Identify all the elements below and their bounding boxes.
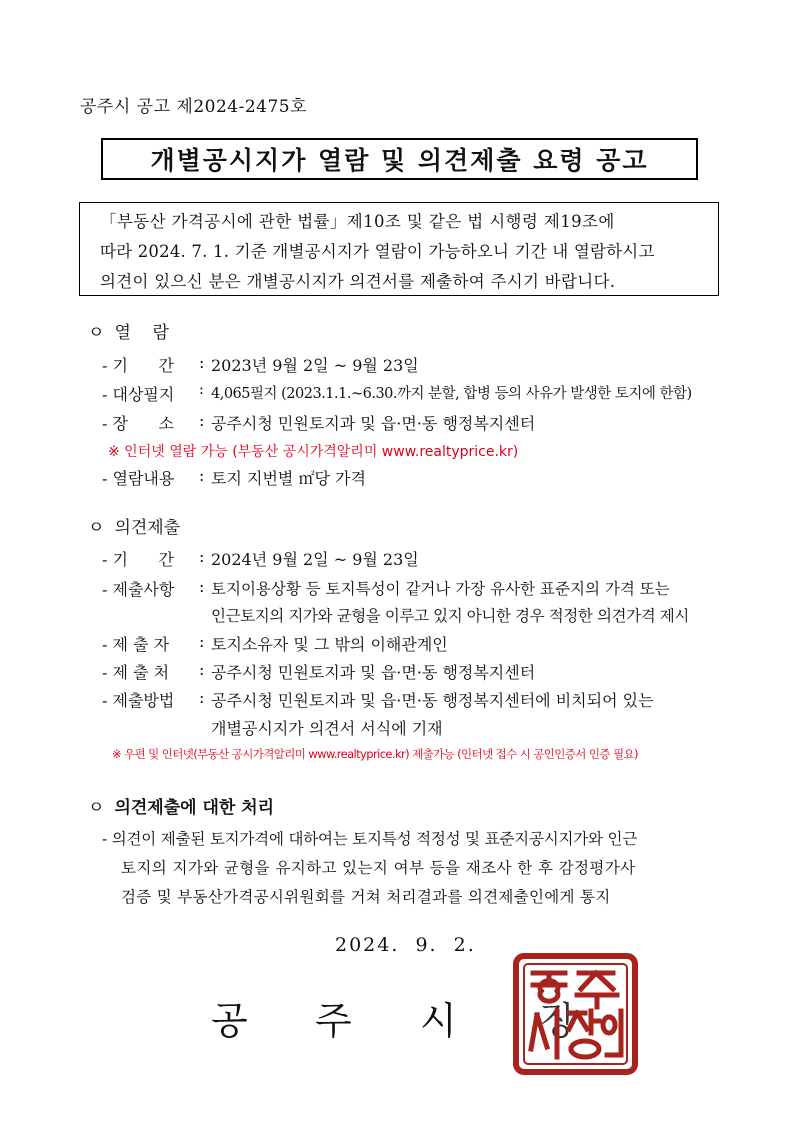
row-colon: : (199, 660, 205, 679)
row-colon: : (199, 547, 205, 566)
row-value: 공주시청 민원토지과 및 읍·면·동 행정복지센터 (211, 414, 536, 433)
row-colon: : (199, 688, 205, 707)
row-value: 공주시청 민원토지과 및 읍·면·동 행정복지센터에 비치되어 있는 (211, 691, 654, 710)
intro-line: 의견이 있으신 분은 개별공시지가 의견서를 제출하여 주시기 바랍니다. (100, 272, 616, 291)
submitter-row (102, 632, 448, 655)
section-title: 의견제출에 대한 처리 (114, 798, 275, 818)
bullet-icon: ㅇ (88, 518, 105, 538)
submission-matters-continued: 인근토지의 지가와 균형을 이루고 있지 아니한 경우 적정한 의견가격 제시 (211, 607, 689, 625)
submission-matters-row (102, 577, 670, 600)
row-value: 토지 지번별 ㎡당 가격 (211, 469, 366, 488)
row-label: - 장 소 (102, 414, 174, 433)
row-value: 공주시청 민원토지과 및 읍·면·동 행정복지센터 (211, 663, 536, 682)
signature-char: 시 (420, 999, 457, 1043)
row-value: 2024년 9월 2일 ~ 9월 23일 (211, 550, 419, 569)
row-value: 2023년 9월 2일 ~ 9월 23일 (211, 356, 419, 375)
row-label: - 열람내용 (102, 469, 175, 488)
row-label: - 제출사항 (102, 580, 175, 599)
row-colon: : (199, 466, 205, 485)
row-value: 4,065필지 (2023.1.1.~6.30.까지 분할, 합병 등의 사유가 발생한 토지에 한함) (211, 386, 692, 402)
submission-period-row (102, 547, 419, 570)
row-label: - 제 출 자 (102, 635, 170, 654)
notice-date: 2024. 9. 2. (335, 934, 476, 956)
row-label: - 제출방법 (102, 691, 175, 710)
row-colon: : (199, 632, 205, 651)
row-label: - 기 간 (102, 550, 174, 569)
row-colon: : (199, 382, 204, 398)
official-seal-icon (513, 953, 638, 1075)
bullet-icon: ㅇ (88, 798, 105, 818)
bullet-icon: ㅇ (88, 323, 105, 343)
processing-line: - 의견이 제출된 토지가격에 대하여는 토지특성 적정성 및 표준지공시지가와 인근 (102, 830, 638, 848)
row-value: 토지소유자 및 그 밖의 이해관계인 (211, 635, 448, 654)
row-label: - 제 출 처 (102, 663, 170, 682)
section-title: 의견제출 (114, 518, 181, 538)
submission-note: ※ 우편 및 인터넷(부동산 공시가격알리미 www.realtyprice.kr) 제출가능 (인터넷 접수 시 공인인증서 인증 필요) (112, 747, 638, 761)
intro-box (79, 202, 719, 296)
inspection-heading (88, 318, 169, 343)
submission-place-row (102, 660, 535, 683)
submission-heading (88, 513, 180, 538)
inspection-place-row (102, 411, 535, 434)
row-value: 토지이용상황 등 토지특성이 같거나 가장 유사한 표준지의 가격 또는 (211, 580, 670, 598)
notice-title: 개별공시지가 열람 및 의견제출 요령 공고 (101, 138, 698, 180)
processing-line: 검증 및 부동산가격공시위원회를 거쳐 처리결과를 의견제출인에게 통지 (121, 888, 611, 906)
inspection-parcels-row (102, 382, 692, 405)
intro-line: 「부동산 가격공시에 관한 법률」제10조 및 같은 법 시행령 제19조에 (100, 212, 615, 231)
row-colon: : (199, 577, 205, 596)
intro-line: 따라 2024. 7. 1. 기준 개별공시지가 열람이 가능하오니 기간 내 열람하시고 (100, 242, 655, 261)
row-colon: : (199, 411, 205, 430)
signature-char: 주 (315, 999, 352, 1043)
internet-inspection-note: ※ 인터넷 열람 가능 (부동산 공시가격알리미 www.realtyprice.kr) (108, 444, 519, 460)
notice-number: 공주시 공고 제2024-2475호 (80, 97, 308, 117)
processing-heading (88, 793, 274, 818)
submission-method-continued: 개별공시지가 의견서 서식에 기재 (211, 719, 443, 738)
submission-method-row (102, 688, 654, 711)
row-colon: : (199, 353, 205, 372)
inspection-period-row (102, 353, 419, 376)
inspection-content-row (102, 466, 366, 489)
processing-line: 토지의 지가와 균형을 유지하고 있는지 여부 등을 재조사 한 후 감정평가사 (121, 859, 636, 877)
row-label: - 기 간 (102, 356, 174, 375)
section-title: 열 람 (114, 323, 169, 343)
row-label: - 대상필지 (102, 385, 175, 404)
signature-char: 장 (540, 999, 577, 1043)
signature-char: 공 (211, 999, 248, 1043)
